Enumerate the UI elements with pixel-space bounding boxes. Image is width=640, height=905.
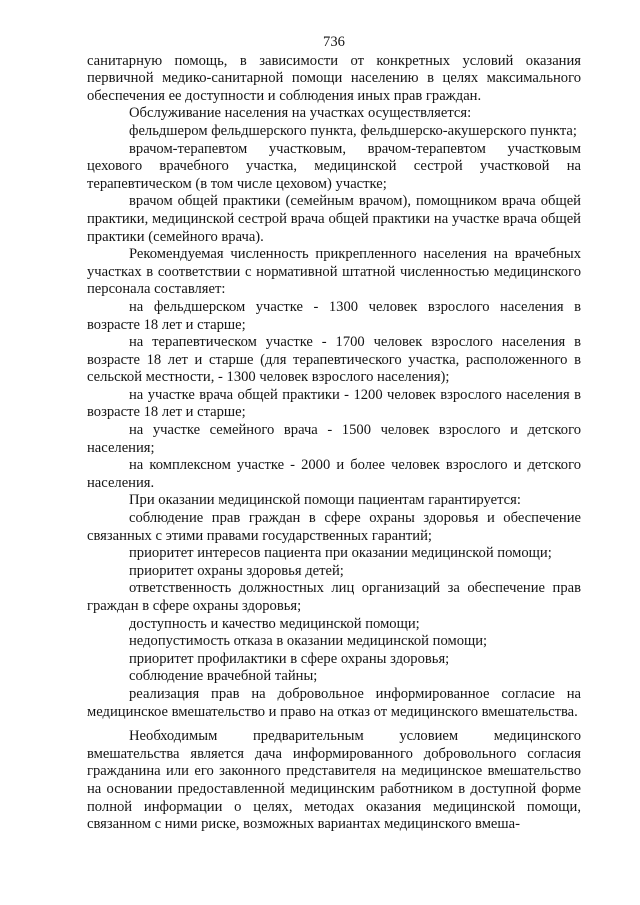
paragraph: врачом-терапевтом участковым, врачом-терапевтом участковым цехового врачебного участка, медицинской сестрой участковой на терапевтическом (в том числе цеховом) участке;: [87, 140, 581, 192]
paragraph: реализация прав на добровольное информированное согласие на медицинское вмешательство и право на отказ от медицинского вмешательства.: [87, 685, 581, 720]
paragraph: соблюдение прав граждан в сфере охраны здоровья и обеспечение связанных с этими правами государственных гарантий;: [87, 510, 581, 544]
paragraph: ответственность должностных лиц организаций за обеспечение прав граждан в сфере охраны здоровья;: [87, 580, 581, 614]
paragraph: фельдшером фельдшерского пункта, фельдшерско-акушерского пункта;: [129, 122, 577, 139]
paragraph: соблюдение врачебной тайны;: [129, 668, 318, 685]
paragraph: на комплексном участке - 2000 и более человек взрослого и детского населения.: [87, 457, 581, 491]
paragraph: Рекомендуемая численность прикрепленного населения на врачебных участках в соответствии с нормативной штатной численностью медицинского персонала составляет:: [87, 246, 581, 298]
paragraph: врачом общей практики (семейным врачом), помощником врача общей практики, медицинской сестрой врача общей практики на участке врача общей практики (семейного врача).: [87, 193, 581, 245]
paragraph: доступность и качество медицинской помощи;: [129, 615, 420, 632]
paragraph: санитарную помощь, в зависимости от конкретных условий оказания первичной медико-санитарной помощи населению в целях максимального обеспечения ее доступности и соблюдения иных прав граждан.: [87, 52, 581, 104]
document-body: [87, 53, 581, 834]
paragraph: Необходимым предварительным условием медицинского вмешательства является дача информированного добровольного согласия гражданина или его законного представителя на медицинское вмешательство на основании предоставленной медицинским работником в доступной форме полной информации о целях, методах оказания медицинской помощи, связанном с ними риске, возможных вариантах медицинского вмеша-: [87, 728, 581, 833]
paragraph: на фельдшерском участке - 1300 человек взрослого населения в возрасте 18 лет и старше;: [87, 298, 581, 333]
paragraph: на терапевтическом участке - 1700 человек взрослого населения в возрасте 18 лет и старше (для терапевтического участка, расположенного в сельской местности, - 1300 человек взрослого населения);: [87, 334, 581, 386]
paragraph: на участке врача общей практики - 1200 человек взрослого населения в возрасте 18 лет и старше;: [87, 386, 581, 421]
paragraph: на участке семейного врача - 1500 человек взрослого и детского населения;: [87, 422, 581, 456]
paragraph: Обслуживание населения на участках осуществляется:: [129, 105, 472, 122]
page-number: 736: [323, 34, 345, 50]
paragraph: При оказании медицинской помощи пациентам гарантируется:: [129, 492, 521, 509]
paragraph: приоритет профилактики в сфере охраны здоровья;: [129, 650, 450, 667]
paragraph: приоритет охраны здоровья детей;: [129, 562, 344, 579]
document-page: [87, 34, 581, 834]
paragraph: недопустимость отказа в оказании медицинской помощи;: [129, 633, 488, 650]
paragraph: приоритет интересов пациента при оказании медицинской помощи;: [129, 545, 552, 562]
